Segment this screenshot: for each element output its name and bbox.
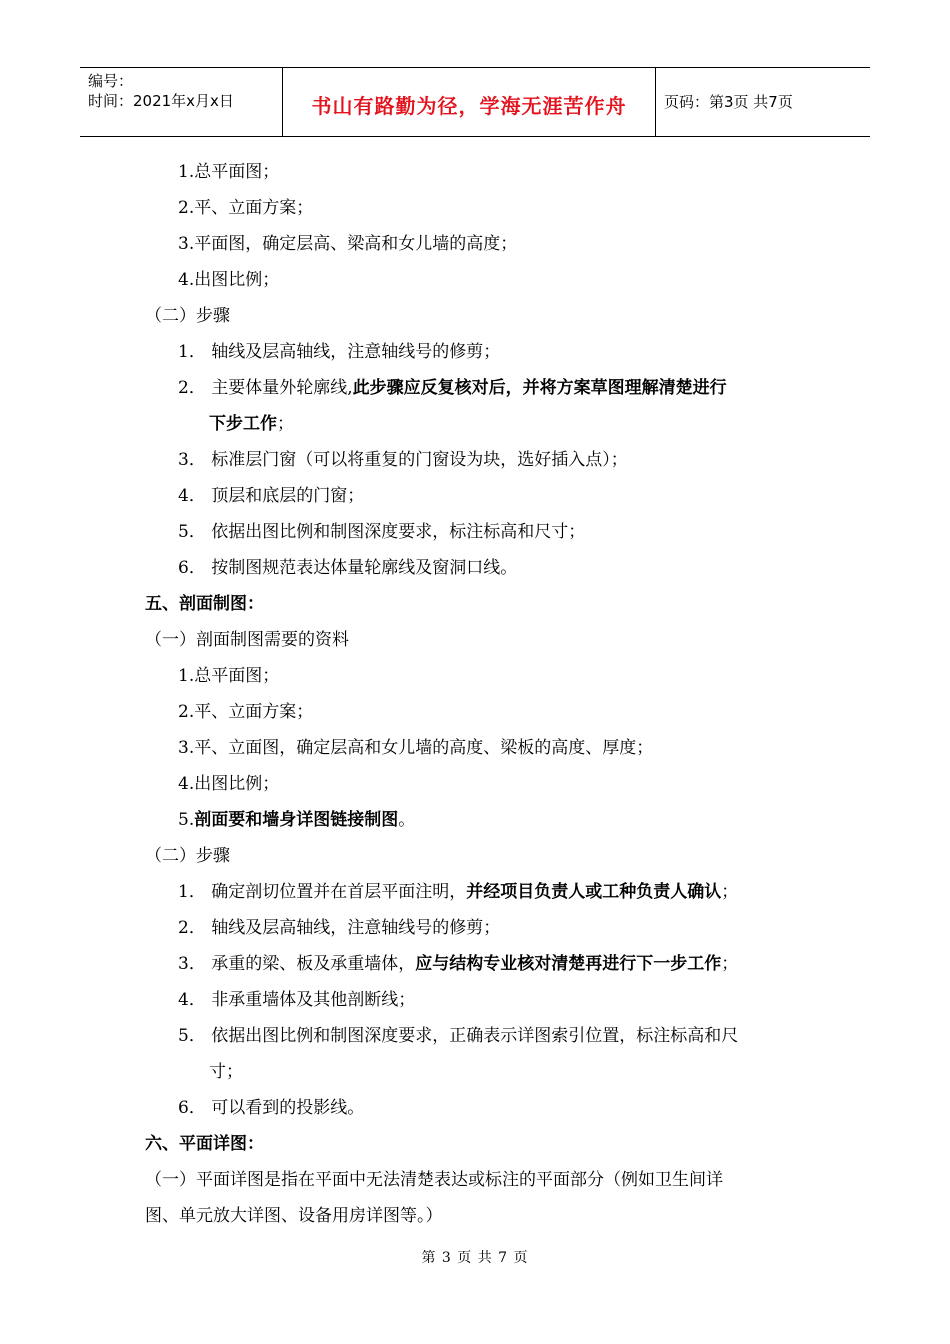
serial-label: 编号： (88, 72, 134, 90)
page-header (80, 67, 870, 137)
list-item (178, 881, 738, 903)
list-item: 2.平、立面方案； (178, 198, 314, 218)
list-item-text: ； (721, 882, 739, 902)
emphasis-text: 并经项目负责人或工种负责人确认 (466, 882, 722, 902)
paragraph-line: （一）平面详图是指在平面中无法清楚表达或标注的平面部分（例如卫生间详 (145, 1170, 723, 1190)
motto: 书山有路勤为径，学海无涯苦作舟 (311, 94, 627, 118)
list-item: 3.平面图，确定层高、梁高和女儿墙的高度； (178, 234, 518, 254)
list-item-text: 3． 承重的梁、板及承重墙体， (178, 954, 416, 974)
section-heading: 六、平面详图： (145, 1134, 264, 1154)
list-item (178, 809, 415, 831)
header-motto-cell (283, 68, 656, 136)
list-item-continuation (209, 413, 294, 435)
list-item-text: 2． 主要体量外轮廓线, (178, 378, 353, 398)
list-item (178, 953, 738, 975)
list-item (178, 377, 727, 399)
list-item-text: 1． 确定剖切位置并在首层平面注明， (178, 882, 467, 902)
page-number-label: 页码：第3页 共7页 (664, 93, 793, 111)
list-item: 3． 标准层门窗（可以将重复的门窗设为块，选好插入点）； (178, 450, 628, 470)
list-item: 4.出图比例； (178, 774, 280, 794)
list-item: 3.平、立面图，确定层高和女儿墙的高度、梁板的高度、厚度； (178, 738, 654, 758)
time-label: 时间：2021年x月x日 (88, 92, 234, 110)
header-page-cell (656, 68, 870, 136)
paragraph-line: 图、单元放大详图、设备用房详图等。） (145, 1206, 443, 1226)
emphasis-text: 此步骤应反复核对后，并将方案草图理解清楚进行 (352, 378, 727, 398)
list-item: 6． 按制图规范表达体量轮廓线及窗洞口线。 (178, 558, 518, 578)
list-item: 1.总平面图； (178, 666, 280, 686)
emphasis-text: 剖面要和墙身详图链接制图 (194, 810, 399, 830)
subsection-heading: （一）剖面制图需要的资料 (145, 630, 349, 650)
emphasis-text: 应与结构专业核对清楚再进行下一步工作 (415, 954, 722, 974)
page-footer: 第 3 页 共 7 页 (421, 1250, 529, 1266)
list-item-continuation: 寸； (209, 1062, 243, 1082)
subsection-heading: （二）步骤 (145, 846, 230, 866)
list-item: 1． 轴线及层高轴线，注意轴线号的修剪； (178, 342, 501, 362)
list-item: 4． 非承重墙体及其他剖断线； (178, 990, 416, 1010)
list-item: 4． 顶层和底层的门窗； (178, 486, 365, 506)
list-item-text: 。 (398, 810, 416, 830)
list-item: 1.总平面图； (178, 162, 280, 182)
list-item-text: 5. (178, 810, 195, 830)
subsection-heading: （二）步骤 (145, 306, 230, 326)
list-item: 5． 依据出图比例和制图深度要求，正确表示详图索引位置，标注标高和尺 (178, 1026, 739, 1046)
list-item: 5． 依据出图比例和制图深度要求，标注标高和尺寸； (178, 522, 586, 542)
list-item: 2． 轴线及层高轴线，注意轴线号的修剪； (178, 918, 501, 938)
emphasis-text: 下步工作 (209, 414, 277, 434)
list-item: 2.平、立面方案； (178, 702, 314, 722)
section-heading: 五、剖面制图： (145, 594, 264, 614)
list-item-text: ； (721, 954, 739, 974)
list-item: 4.出图比例； (178, 270, 280, 290)
header-info-cell (80, 68, 283, 136)
list-item: 6． 可以看到的投影线。 (178, 1098, 365, 1118)
list-item-text: ； (277, 414, 294, 434)
